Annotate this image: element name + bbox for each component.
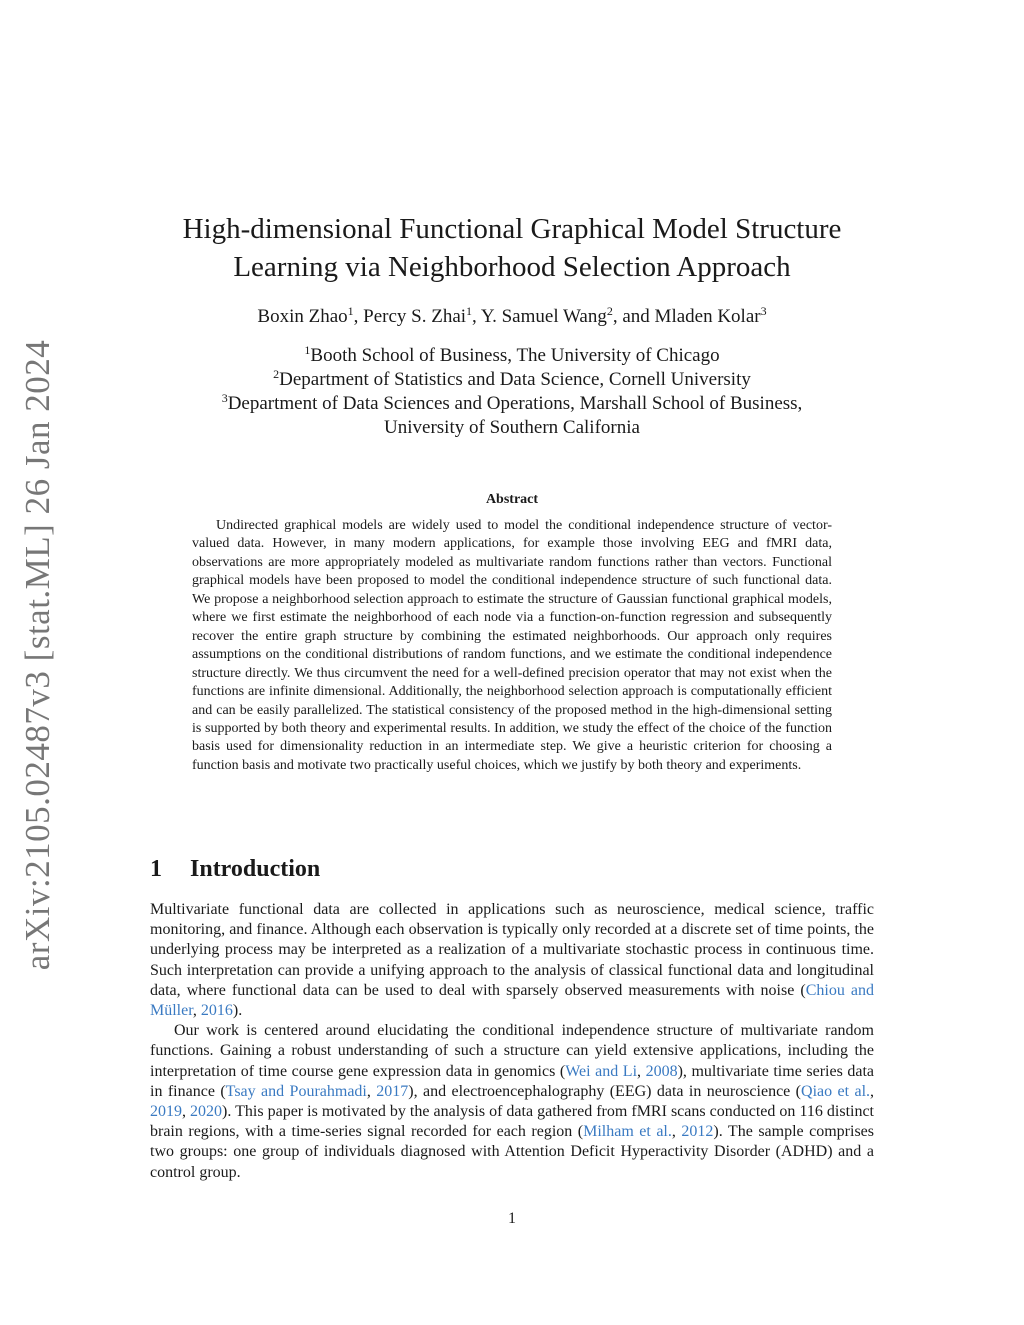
title-line-1: High-dimensional Functional Graphical Model Structure [182,213,842,245]
body-text-run: , [637,1062,646,1080]
body-text-run: ), and electroencephalography (EEG) data in neuroscience ( [408,1082,802,1100]
author-affiliation-marker: 1 [466,304,473,318]
citation-link[interactable]: 2008 [645,1062,678,1080]
body-text-run: ). This paper is motivated by the analysis of data gathered from fMRI scans conducted on 116 distinct brain regions, with a time-series signal recorded for each region ( [150,1103,875,1141]
author-affiliation-marker: 1 [347,304,354,318]
body-text-run: ). [232,1002,243,1020]
author-name: Boxin Zhao [257,306,348,327]
citation-link[interactable]: 2012 [681,1123,714,1141]
author-separator: , [353,306,364,327]
body-text-run: , [671,1123,682,1141]
affiliation-number: 1 [304,343,311,357]
section-title: Introduction [190,856,321,882]
citation-link[interactable]: Wei and Li [565,1062,638,1080]
paper-title [150,210,874,286]
body-text-run: , [182,1103,191,1121]
citation-link[interactable]: Qiao et al. [801,1082,871,1100]
introduction-body [150,900,874,1183]
author-separator: , [472,306,481,327]
citation-link[interactable]: 2016 [200,1002,233,1020]
abstract-text: Undirected graphical models are widely used to model the conditional independence structure of vector-valued data. However, in many modern applications, for example those involving EEG and fMRI data, observations are more appropriately modeled as multivariate random functions rather than vectors. Functional graphical models have been proposed to model the conditional independence structure of such functional data. We propose a neighborhood selection approach to estimate the structure of Gaussian functional graphical models, where we first estimate the neighborhood of each node via a function-on-function regression and subsequently recover the entire graph structure by combining the estimated neighborhoods. Our approach only requires assumptions on the conditional distributions of random functions, and we estimate the conditional independence structure directly. We thus circumvent the need for a well-defined precision operator that may not exist when the functions are infinite dimensional. Additionally, the neighborhood selection approach is computationally efficient and can be easily parallelized. The statistical consistency of the proposed method in the high-dimensional setting is supported by both theory and experimental results. In addition, we study the effect of the choice of the function basis used for dimensionality reduction in an intermediate step. We give a heuristic criterion for choosing a function basis and motivate two practically useful choices, which we justify by both theory and experiments. [192,518,832,773]
affiliation-text: University of Southern California [384,417,640,438]
affiliation-line [150,416,874,440]
body-text-run: Our work is centered around elucidating the conditional independence structure of multivariate random functions. Gaining a robust understanding of such a structure can yield extensive applications, including the interpretation of time course gene expression data in genomics ( [150,1022,874,1080]
affiliation-text: Booth School of Business, The University of Chicago [310,345,720,366]
affiliation-line [150,344,874,368]
affiliation-list [150,344,874,440]
body-text-run: Multivariate functional data are collected in applications such as neuroscience, medical science, traffic monitoring, and finance. Although each observation is typically only recorded at a discrete set of time points, the underlying process may be interpreted as a realization of a multivariate stochastic process in continuous time. Such interpretation can provide a unifying approach to the analysis of classical functional data and longitudinal data, where functional data can be used to deal with sparsely observed measurements with noise ( [150,901,874,999]
citation-link[interactable]: Milham et al. [583,1123,672,1141]
body-text-run: ), multivariate time series data in finance ( [150,1062,875,1100]
affiliation-line [150,392,874,416]
author-affiliation-marker: 3 [760,304,767,318]
affiliation-number: 3 [221,391,228,405]
body-paragraph [150,1021,874,1183]
citation-link[interactable]: 2017 [376,1082,409,1100]
arxiv-id-text: arXiv:2105.02487v3 [stat.ML] 26 Jan 2024 [18,339,57,971]
affiliation-number: 2 [273,367,280,381]
body-paragraph [150,900,874,1021]
affiliation-line [150,368,874,392]
body-text-run: , [366,1082,377,1100]
author-list [150,306,874,328]
arxiv-side-identifier [16,339,60,971]
title-line-2: Learning via Neighborhood Selection Approach [233,251,791,283]
author-affiliation-marker: 2 [606,304,613,318]
body-text-run: , [870,1082,875,1100]
abstract-heading: Abstract [485,492,539,507]
affiliation-text: Department of Data Sciences and Operations, Marshall School of Business, [227,393,803,414]
citation-link[interactable]: Tsay and Pourahmadi [225,1082,367,1100]
author-name: Y. Samuel Wang [480,306,607,327]
page-number: 1 [508,1210,516,1227]
body-text-run: ). The sample comprises two groups: one group of individuals diagnosed with Attention Deficit Hyperactivity Disorder (ADHD) and a control group. [150,1123,875,1181]
author-name: Percy S. Zhai [363,306,467,327]
body-text-run: , [192,1002,201,1020]
citation-link[interactable]: 2019 [150,1103,182,1121]
citation-link[interactable]: Chiou and Müller [150,981,875,1020]
section-number: 1 [150,856,162,882]
author-separator: , and [612,306,655,327]
section-heading [150,856,874,883]
affiliation-text: Department of Statistics and Data Science, Cornell University [279,369,751,390]
author-name: Mladen Kolar [654,306,761,327]
citation-link[interactable]: 2020 [190,1103,223,1121]
